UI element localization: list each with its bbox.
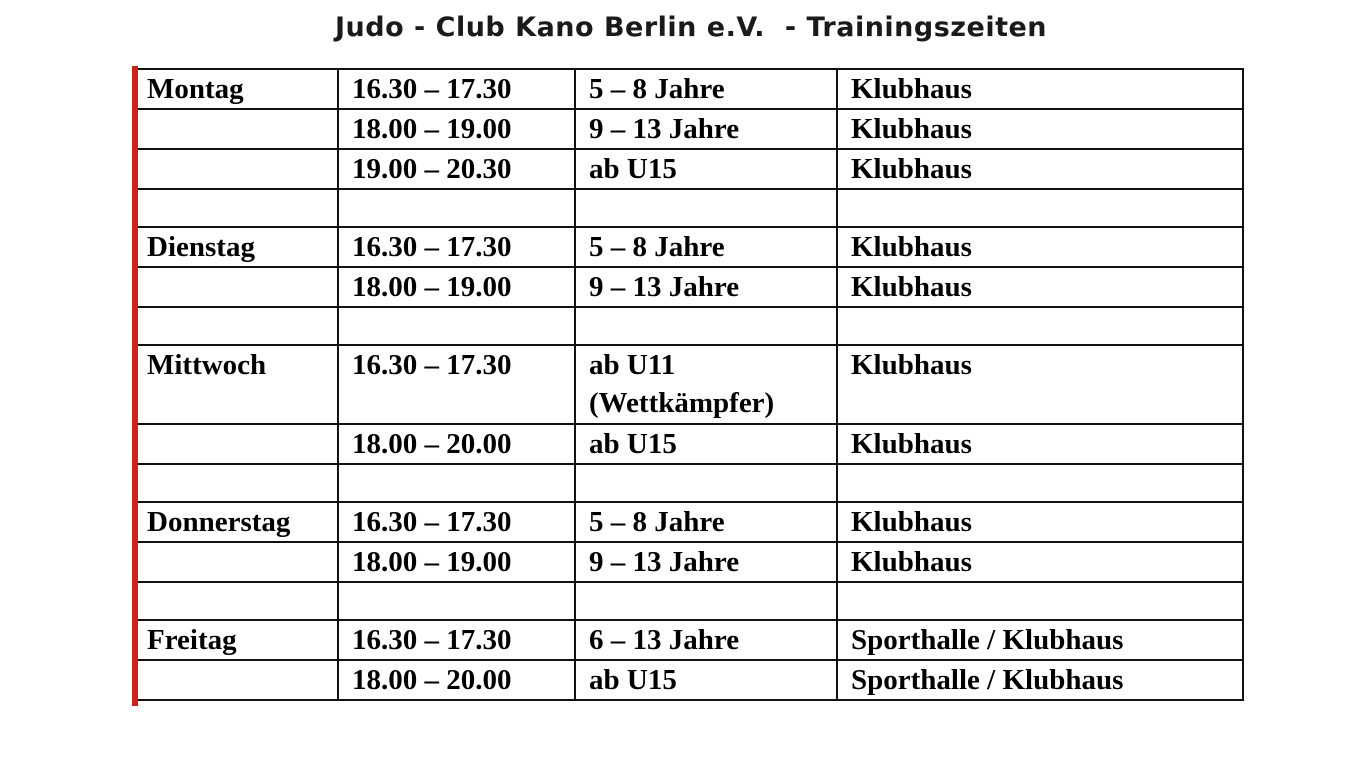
day-cell: Freitag	[133, 620, 338, 660]
location-cell: Sporthalle / Klubhaus	[837, 620, 1243, 660]
group-cell	[575, 307, 837, 345]
group-cell: ab U15	[575, 660, 837, 700]
day-cell	[133, 464, 338, 502]
day-cell	[133, 149, 338, 189]
time-cell: 18.00 – 19.00	[338, 109, 575, 149]
time-cell: 19.00 – 20.30	[338, 149, 575, 189]
day-cell	[133, 542, 338, 582]
table-row	[133, 620, 1243, 660]
day-cell: Donnerstag	[133, 502, 338, 542]
day-cell	[133, 189, 338, 227]
table-row	[133, 345, 1243, 424]
table-row	[133, 109, 1243, 149]
schedule-table-container	[132, 68, 1244, 701]
day-cell	[133, 267, 338, 307]
day-cell: Mittwoch	[133, 345, 338, 424]
time-cell: 16.30 – 17.30	[338, 620, 575, 660]
table-row	[133, 424, 1243, 464]
group-cell: 6 – 13 Jahre	[575, 620, 837, 660]
table-row	[133, 149, 1243, 189]
time-cell: 18.00 – 20.00	[338, 660, 575, 700]
group-cell: 9 – 13 Jahre	[575, 109, 837, 149]
time-cell	[338, 307, 575, 345]
table-row-spacer	[133, 582, 1243, 620]
table-row-spacer	[133, 189, 1243, 227]
time-cell: 16.30 – 17.30	[338, 69, 575, 109]
group-cell	[575, 464, 837, 502]
accent-bar	[132, 66, 138, 706]
day-cell	[133, 424, 338, 464]
day-cell	[133, 660, 338, 700]
location-cell: Klubhaus	[837, 227, 1243, 267]
time-cell: 16.30 – 17.30	[338, 502, 575, 542]
group-cell: 5 – 8 Jahre	[575, 69, 837, 109]
group-cell: 9 – 13 Jahre	[575, 267, 837, 307]
location-cell	[837, 307, 1243, 345]
group-cell	[575, 189, 837, 227]
location-cell: Klubhaus	[837, 502, 1243, 542]
location-cell	[837, 582, 1243, 620]
day-cell: Dienstag	[133, 227, 338, 267]
group-cell	[575, 345, 837, 424]
table-row	[133, 267, 1243, 307]
schedule-table	[132, 68, 1244, 701]
group-cell: ab U15	[575, 149, 837, 189]
time-cell: 18.00 – 19.00	[338, 267, 575, 307]
day-cell	[133, 582, 338, 620]
time-cell: 18.00 – 19.00	[338, 542, 575, 582]
page-title: Judo - Club Kano Berlin e.V. - Trainingszeiten	[334, 12, 1048, 43]
table-row	[133, 502, 1243, 542]
location-cell: Klubhaus	[837, 109, 1243, 149]
location-cell: Klubhaus	[837, 149, 1243, 189]
table-row-spacer	[133, 464, 1243, 502]
location-cell: Klubhaus	[837, 542, 1243, 582]
table-row	[133, 660, 1243, 700]
table-row	[133, 227, 1243, 267]
day-cell: Montag	[133, 69, 338, 109]
group-cell: ab U15	[575, 424, 837, 464]
time-cell: 18.00 – 20.00	[338, 424, 575, 464]
location-cell: Sporthalle / Klubhaus	[837, 660, 1243, 700]
day-cell	[133, 109, 338, 149]
location-cell	[837, 464, 1243, 502]
table-row	[133, 69, 1243, 109]
group-line: ab U11	[589, 349, 676, 381]
table-row	[133, 542, 1243, 582]
location-cell: Klubhaus	[837, 424, 1243, 464]
location-cell: Klubhaus	[837, 267, 1243, 307]
time-cell	[338, 189, 575, 227]
location-cell: Klubhaus	[837, 69, 1243, 109]
group-cell: 9 – 13 Jahre	[575, 542, 837, 582]
time-cell: 16.30 – 17.30	[338, 227, 575, 267]
group-cell: 5 – 8 Jahre	[575, 227, 837, 267]
time-cell	[338, 464, 575, 502]
location-cell	[837, 189, 1243, 227]
group-cell: 5 – 8 Jahre	[575, 502, 837, 542]
day-cell	[133, 307, 338, 345]
time-cell	[338, 582, 575, 620]
table-row-spacer	[133, 307, 1243, 345]
time-cell: 16.30 – 17.30	[338, 345, 575, 424]
group-cell	[575, 582, 837, 620]
group-line-note: (Wettkämpfer)	[589, 387, 775, 419]
location-cell: Klubhaus	[837, 345, 1243, 424]
